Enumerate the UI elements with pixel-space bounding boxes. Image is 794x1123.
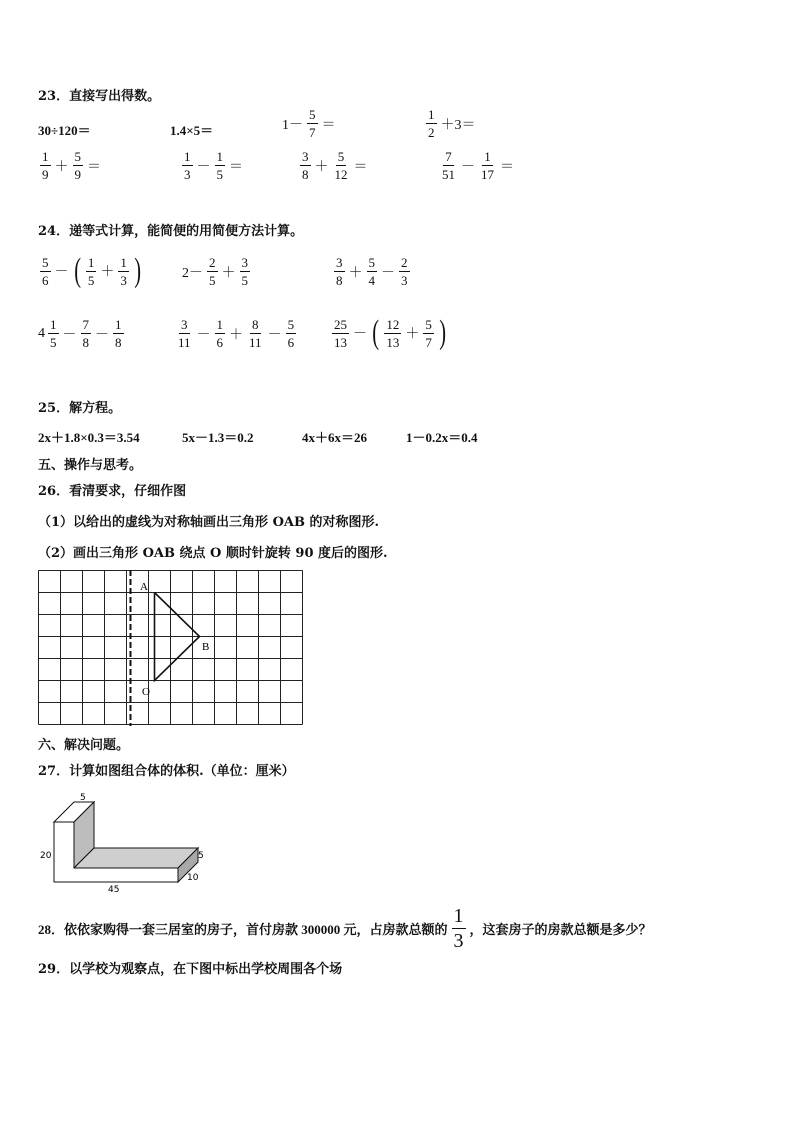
label-b: B [202, 641, 210, 653]
q25-equation-3: 4x＋6x＝26 [302, 430, 368, 445]
q29-title: 29．以学校为观察点，在下图中标出学校周围各个场 [38, 962, 343, 977]
q23-expr-7: $\frac{3}{8}$ ＋ $\frac{5}{12}$ ＝ [302, 149, 368, 182]
q27-solid-figure [38, 790, 213, 895]
q28-pre: 28．依依家购得一套三居室的房子，首付房款 300000 元，占房款总额的 [38, 922, 448, 937]
dim-right-depth: 10 [187, 873, 199, 883]
label-a: A [140, 581, 148, 593]
q26-title: 26．看清要求，仔细作图 [38, 484, 187, 499]
dim-top: 5 [80, 793, 86, 803]
q28-post: ，这套房子的房款总额是多少？ [469, 922, 652, 937]
section-5-heading: 五、操作与思考。 [38, 458, 143, 473]
q26-part-2: （2）画出三角形 OAB 绕点 O 顺时针旋转 90 度后的图形. [38, 546, 388, 561]
dim-height: 20 [40, 851, 52, 861]
q26-part-1: （1）以给出的虚线为对称轴画出三角形 OAB 的对称图形. [38, 515, 380, 530]
q27-title: 27．计算如图组合体的体积.（单位：厘米） [38, 764, 295, 779]
q23-expr-4: $\frac{1}{2}$ ＋3＝ [428, 107, 476, 140]
q25-equation-2: 5x－1.3＝0.2 [182, 430, 254, 445]
q24-expr-4: 4 $\frac{1}{5}$ － $\frac{7}{8}$ － $\frac{1}{8}$ [38, 317, 122, 350]
dim-right-height: 5 [198, 851, 204, 861]
q24-expr-5: $\frac{3}{11}$ － $\frac{1}{6}$ ＋ $\frac{8}{11}$ － $\frac{5}{6}$ [178, 317, 295, 350]
q23-expr-1: 30÷120＝ [38, 123, 91, 138]
q24-expr-1: $\frac{5}{6}$ － ( $\frac{1}{5}$ ＋ $\frac{1}{3}$ ) [42, 252, 141, 289]
q25-equation-1: 2x＋1.8×0.3＝3.54 [38, 430, 140, 445]
q24-title: 24．递等式计算，能简便的用简便方法计算。 [38, 224, 304, 239]
q25-title: 25．解方程。 [38, 401, 122, 416]
grid-lines [39, 571, 303, 725]
section-6-heading: 六、解决问题。 [38, 738, 130, 753]
q23-expr-6: $\frac{1}{3}$ － $\frac{1}{5}$ ＝ [184, 149, 243, 182]
q25-equation-4: 1－0.2x＝0.4 [406, 430, 478, 445]
q23-title: 23．直接写出得数。 [38, 89, 161, 104]
q23-expr-5: $\frac{1}{9}$ ＋ $\frac{5}{9}$ ＝ [42, 149, 101, 182]
q26-grid-figure [38, 570, 314, 726]
q24-expr-3: $\frac{3}{8}$ ＋ $\frac{5}{4}$ － $\frac{2}{3}$ [336, 255, 408, 288]
q23-expr-2: 1.4×5＝ [170, 123, 214, 138]
q23-expr-8: $\frac{7}{51}$ － $\frac{1}{17}$ ＝ [442, 149, 514, 182]
label-o: O [142, 686, 150, 698]
q24-expr-2: 2－ $\frac{2}{5}$ ＋ $\frac{3}{5}$ [182, 255, 248, 288]
q23-expr-3: 1－ $\frac{5}{7}$ ＝ [282, 107, 336, 140]
q28-text: 28．依依家购得一套三居室的房子，首付房款 300000 元，占房款总额的 $\frac{1}{3}$ ，这套房子的房款总额是多少？ [38, 905, 652, 952]
q24-expr-6: $\frac{25}{13}$ － ( $\frac{12}{13}$ ＋ $\frac{5}{7}$ ) [334, 314, 446, 351]
dim-length: 45 [108, 885, 120, 895]
